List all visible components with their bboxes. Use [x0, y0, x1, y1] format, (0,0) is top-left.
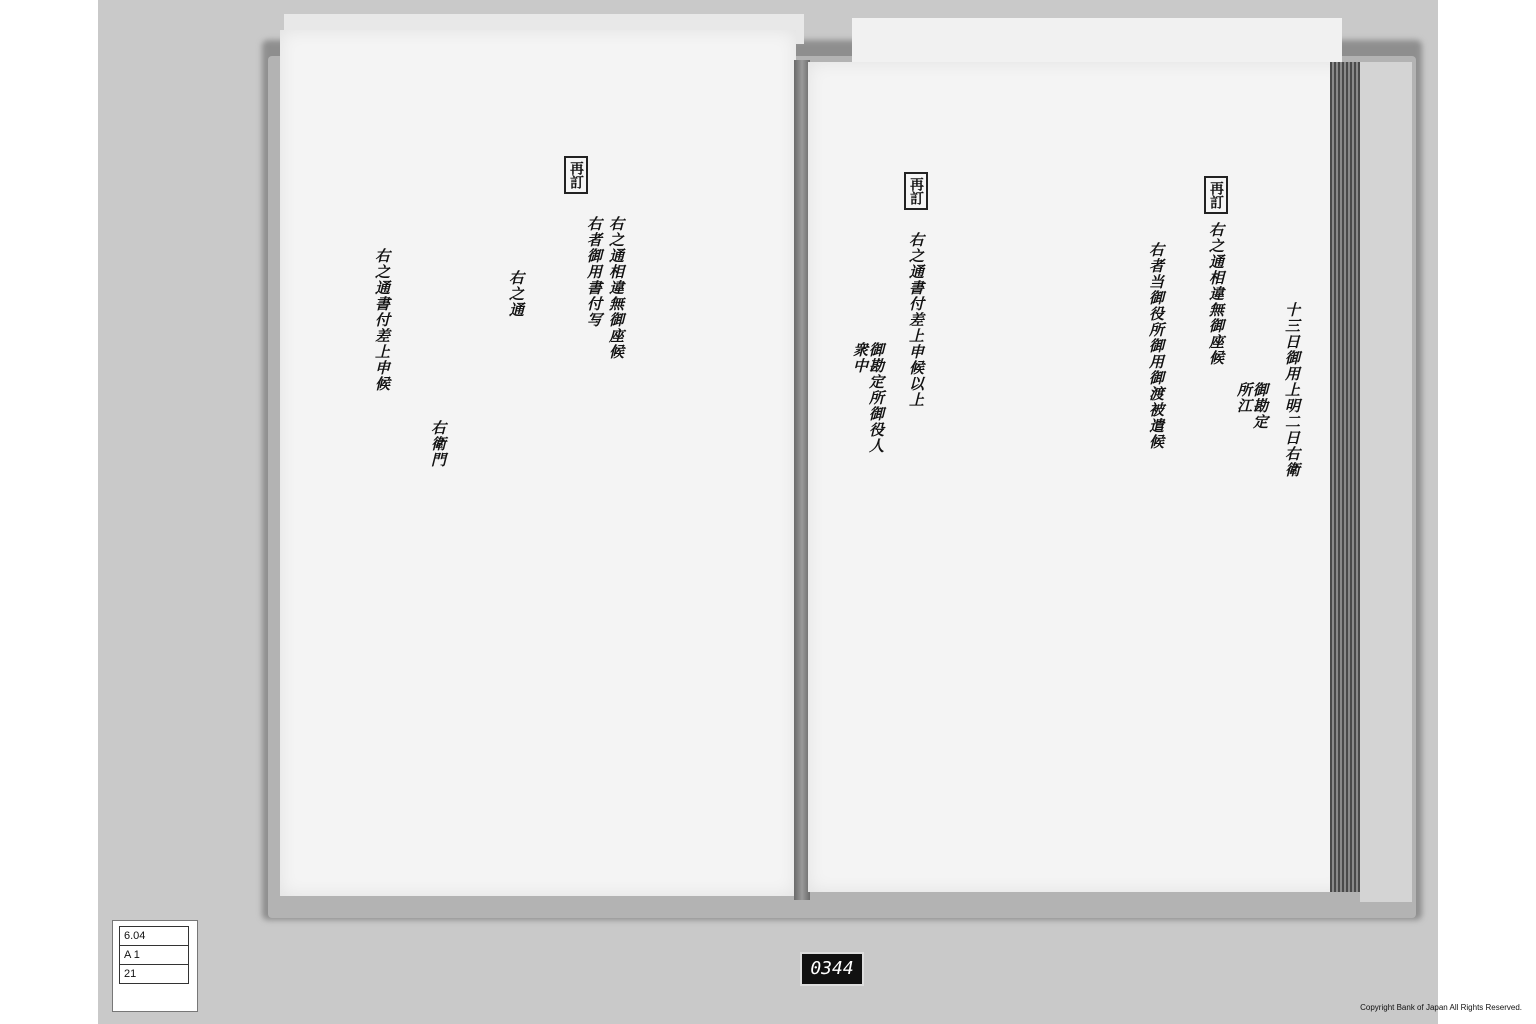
reference-card	[112, 920, 198, 1012]
page-fore-edge	[1330, 62, 1360, 892]
reference-cell: 21	[120, 965, 189, 984]
revision-stamp: 再訂	[564, 156, 588, 194]
reference-cell: 6.04	[120, 927, 189, 946]
manuscript-column: 右之通相違無御座候	[1207, 222, 1225, 366]
reference-table	[119, 926, 189, 984]
manuscript-column: 十三日御用上明二日右衛	[1283, 302, 1301, 478]
manuscript-column: 右之通	[507, 270, 525, 318]
page-stack-edge-right	[852, 18, 1342, 66]
revision-stamp: 再訂	[1204, 176, 1228, 214]
manuscript-column: 右者御用書付写	[585, 216, 603, 328]
reference-cell: A 1	[120, 946, 189, 965]
right-page	[808, 62, 1348, 892]
manuscript-column: 御勘定所御役人衆中	[851, 342, 885, 454]
manuscript-column: 右之通書付差上申候	[373, 248, 391, 392]
manuscript-column: 御勘定所江	[1235, 382, 1269, 430]
manuscript-column: 右衛門	[429, 420, 447, 468]
manuscript-column: 右者当御役所御用御渡被遣候	[1147, 242, 1165, 450]
copyright-notice: Copyright Bank of Japan All Rights Reserved.	[1360, 1003, 1522, 1012]
back-cover-edge	[1360, 62, 1412, 902]
frame-number: 0344	[800, 952, 864, 986]
left-page	[280, 30, 796, 896]
manuscript-column: 右之通相違無御座候	[607, 216, 625, 360]
manuscript-column: 右之通書付差上申候以上	[907, 232, 925, 408]
revision-stamp: 再訂	[904, 172, 928, 210]
